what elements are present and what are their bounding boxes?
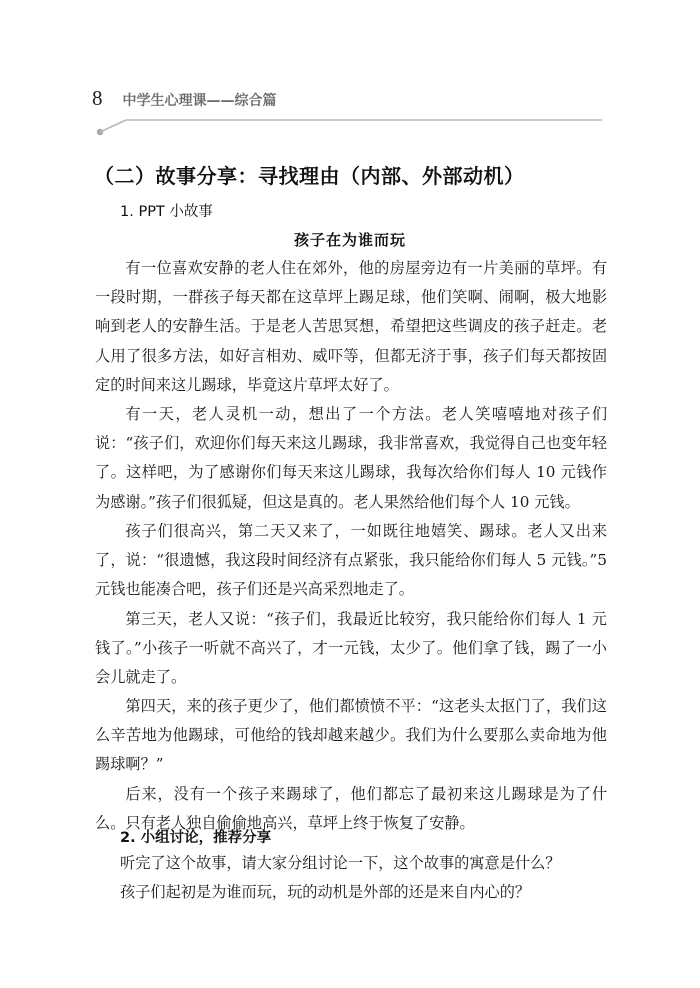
story-paragraph: 第三天，老人又说：“孩子们，我最近比较穷，我只能给你们每人 1 元钱了。”小孩子一听就不高兴了，才一元钱，太少了。他们拿了钱，踢了一小会儿就走了。 (95, 610, 607, 687)
page-number: 8 (92, 86, 103, 110)
subsection-heading-group-discussion: 2. 小组讨论，推荐分享 (120, 830, 272, 846)
section-heading: （二）故事分享：寻找理由（内部、外部动机） (94, 164, 525, 188)
story-paragraph: 有一位喜欢安静的老人住在郊外，他的房屋旁边有一片美丽的草坪。有一段时期，一群孩子每天都在这草坪上踢足球，他们笑啊、闹啊，极大地影响到老人的安静生活。于是老人苦思冥想，希望把这些调皮的孩子赶走。老人用了很多方法，如好言相劝、威吓等，但都无济于事，孩子们每天都按固定的时间来这儿踢球，毕竟这片草坪太好了。 (95, 259, 607, 394)
running-title: 中学生心理课——综合篇 (122, 93, 277, 109)
discussion-question: 孩子们起初是为谁而玩，玩的动机是外部的还是来自内心的？ (120, 883, 531, 901)
header-rule (96, 114, 602, 136)
story-paragraph: 后来，没有一个孩子来踢球了，他们都忘了最初来这儿踢球是为了什么。只有老人独自偷偷地高兴，草坪上终于恢复了安静。 (95, 785, 607, 833)
page-header (92, 88, 277, 109)
story-paragraph: 孩子们很高兴，第二天又来了，一如既往地嬉笑、踢球。老人又出来了，说：“很遗憾，我这段时间经济有点紧张，我只能给你们每人 5 元钱。”5 元钱也能凑合吧，孩子们还是兴高采烈地走了。 (95, 522, 607, 599)
story-paragraph: 第四天，来的孩子更少了，他们都愤愤不平：“这老头太抠门了，我们这么辛苦地为他踢球，可他给的钱却越来越少。我们为什么要那么卖命地为他踢球啊？” (95, 697, 607, 774)
discussion-question: 听完了这个故事，请大家分组讨论一下，这个故事的寓意是什么？ (120, 854, 561, 872)
story-paragraph: 有一天，老人灵机一动，想出了一个方法。老人笑嘻嘻地对孩子们说：“孩子们，欢迎你们每天来这儿踢球，我非常喜欢，我觉得自己也变年轻了。这样吧，为了感谢你们每天来这儿踢球，我每次给你们每人 10 元钱作为感谢。”孩子们很狐疑，但这是真的。老人果然给他们每个人 10 元钱。 (95, 405, 607, 511)
subsection-heading-ppt-story: 1. PPT 小故事 (120, 204, 213, 220)
story-title: 孩子在为谁而玩 (293, 231, 406, 249)
